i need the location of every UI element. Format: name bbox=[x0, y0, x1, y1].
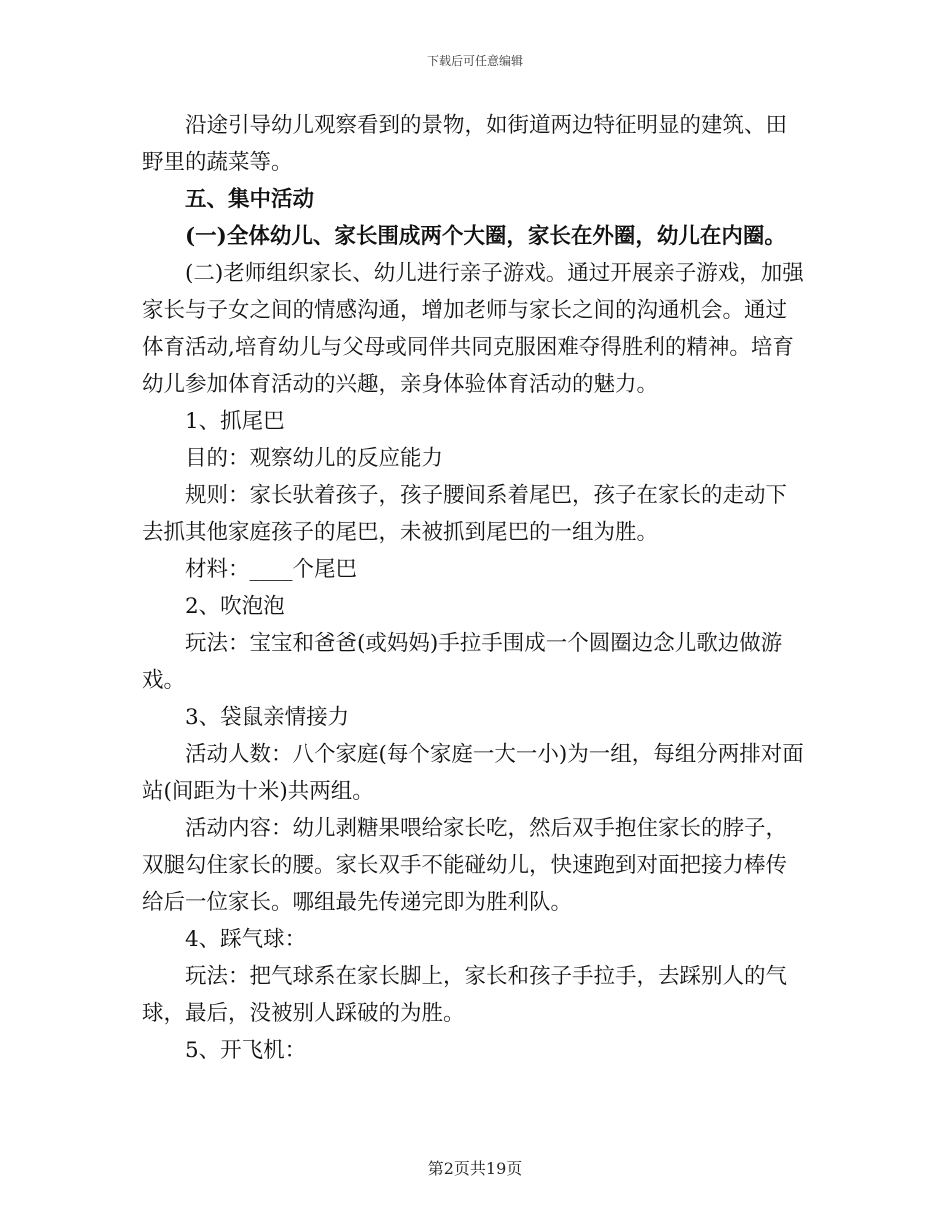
paragraph: 沿途引导幼儿观察看到的景物，如街道两边特征明显的建筑、田野里的蔬菜等。 bbox=[142, 113, 788, 175]
paragraph: 活动内容：幼儿剥糖果喂给家长吃，然后双手抱住家长的脖子，双腿勾住家长的腰。家长双手不能碰幼儿，快速跑到对面把接力棒传给后一位家长。哪组最先传递完即为胜利队。 bbox=[142, 816, 788, 915]
paragraph: 目的：观察幼儿的反应能力 bbox=[185, 446, 444, 471]
paragraph: 玩法：把气球系在家长脚上，家长和孩子手拉手，去踩别人的气球，最后，没被别人踩破的为胜。 bbox=[142, 964, 788, 1026]
item-heading: 4、踩气球： bbox=[185, 927, 307, 952]
paragraph: (二)老师组织家长、幼儿进行亲子游戏。通过开展亲子游戏，加强家长与子女之间的情感沟通，增加老师与家长之间的沟通机会。通过体育活动,培育幼儿与父母或同伴共同克服困难夺得胜利的精神。培育幼儿参加体育活动的兴趣，亲身体验体育活动的魅力。 bbox=[142, 261, 804, 397]
page-footer: 第2页共19页 bbox=[427, 1159, 523, 1178]
item-heading: 5、开飞机： bbox=[185, 1038, 307, 1063]
item-heading: 3、袋鼠亲情接力 bbox=[185, 705, 350, 730]
paragraph: 规则：家长驮着孩子，孩子腰间系着尾巴，孩子在家长的走动下去抓其他家庭孩子的尾巴，未被抓到尾巴的一组为胜。 bbox=[142, 483, 788, 545]
paragraph: 玩法：宝宝和爸爸(或妈妈)手拉手围成一个圆圈边念儿歌边做游戏。 bbox=[142, 631, 783, 693]
item-heading: 2、吹泡泡 bbox=[185, 594, 285, 619]
section-heading: 五、集中活动 bbox=[185, 187, 315, 212]
page-header: 下载后可任意编辑 bbox=[426, 54, 523, 68]
item-heading: 1、抓尾巴 bbox=[185, 409, 285, 434]
paragraph: 材料：____个尾巴 bbox=[185, 557, 358, 582]
paragraph: 活动人数：八个家庭(每个家庭一大一小)为一组，每组分两排对面站(间距为十米)共两组。 bbox=[142, 742, 804, 804]
bold-paragraph: (一)全体幼儿、家长围成两个大圈，家长在外圈，幼儿在内圈。 bbox=[185, 224, 786, 249]
document-body bbox=[142, 107, 804, 1069]
